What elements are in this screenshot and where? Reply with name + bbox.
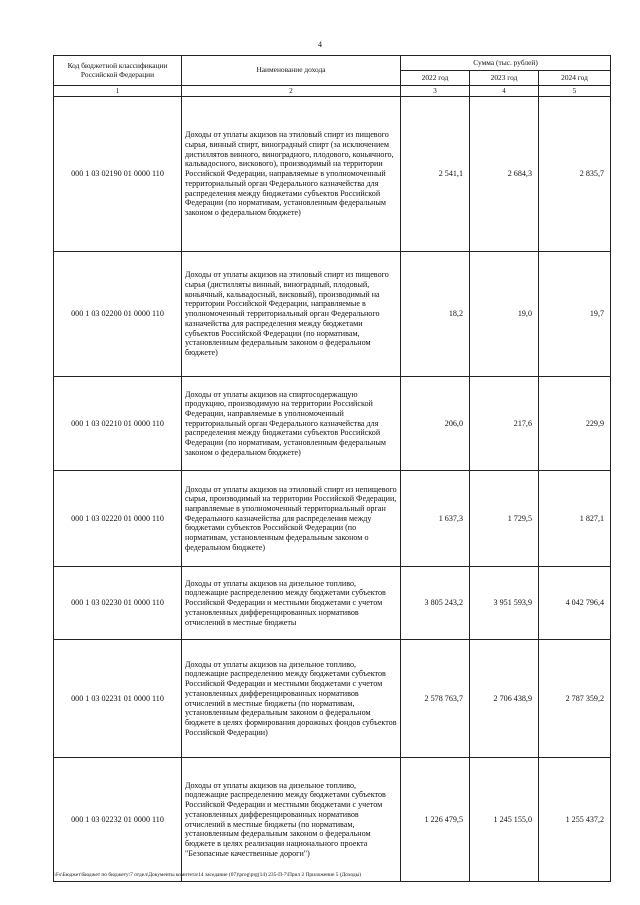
- revenue-name: Доходы от уплаты акцизов на дизельное топливо, подлежащие распределению между бюджетами субъектов Российской Федерации и местными бюджетами с учетом установленных дифференцированных нормативов отчислений в местные бюджеты (по нормативам, установленным федеральным законом о федеральном бюджете в целях реализации национального проекта "Безопасные качественные дороги"): [182, 758, 401, 882]
- value-2022: 2 578 763,7: [401, 640, 470, 758]
- value-2022: 2 541,1: [401, 97, 470, 252]
- value-2023: 1 245 155,0: [470, 758, 539, 882]
- budget-code: 000 1 03 02230 01 0000 110: [54, 567, 182, 640]
- header-year-2022: 2022 год: [401, 71, 470, 86]
- value-2022: 1 226 479,5: [401, 758, 470, 882]
- value-2023: 2 684,3: [470, 97, 539, 252]
- column-number: 3: [401, 86, 470, 97]
- value-2024: 2 787 359,2: [539, 640, 611, 758]
- revenue-name: Доходы от уплаты акцизов на спиртосодержащую продукцию, производимую на территории Российской Федерации, направляемые в уполномоченный территориальный орган Федерального казначейства для распределения между бюджетами субъектов Российской Федерации (по нормативам, установленным федеральным законом о федеральном бюджете): [182, 377, 401, 471]
- budget-code: 000 1 03 02220 01 0000 110: [54, 471, 182, 567]
- revenue-name: Доходы от уплаты акцизов на этиловый спирт из непищевого сырья, производимый на территории Российской Федерации, направляемые в уполномоченный территориальный орган Федерального казначейства для распределения между бюджетами субъектов Российской Федерации (по нормативам, установленным федеральным законом о федеральном бюджете): [182, 471, 401, 567]
- table-row: [54, 377, 611, 471]
- value-2022: 3 805 243,2: [401, 567, 470, 640]
- value-2024: 4 042 796,4: [539, 567, 611, 640]
- revenue-name: Доходы от уплаты акцизов на этиловый спирт из пищевого сырья (дистилляты винный, виноградный, плодовый, коньячный, кальвадосный, висковый), производимый на территории Российской Федерации, направляемые в уполномоченный территориальный орган Федерального казначейства для распределения между бюджетами субъектов Российской Федерации (по нормативам, установленным федеральным законом о федеральном бюджете): [182, 252, 401, 377]
- table-row: [54, 471, 611, 567]
- column-number: 1: [54, 86, 182, 97]
- value-2023: 2 706 438,9: [470, 640, 539, 758]
- table-row: [54, 758, 611, 882]
- value-2024: 2 835,7: [539, 97, 611, 252]
- value-2024: 1 827,1: [539, 471, 611, 567]
- table-row: [54, 640, 611, 758]
- value-2022: 18,2: [401, 252, 470, 377]
- table-row: [54, 252, 611, 377]
- budget-code: 000 1 03 02200 01 0000 110: [54, 252, 182, 377]
- column-number: 2: [182, 86, 401, 97]
- page-number: 4: [318, 40, 322, 49]
- revenue-name: Доходы от уплаты акцизов на дизельное топливо, подлежащие распределению между бюджетами субъектов Российской Федерации и местными бюджетами с учетом установленных дифференцированных нормативов отчислений в местные бюджеты: [182, 567, 401, 640]
- table-row: [54, 567, 611, 640]
- value-2023: 19,0: [470, 252, 539, 377]
- header-code: Код бюджетной классификации Российской Федерации: [54, 56, 182, 86]
- header-name: Наименование дохода: [182, 56, 401, 86]
- revenue-name: Доходы от уплаты акцизов на этиловый спирт из пищевого сырья, винный спирт, виноградный спирт (за исключением дистиллятов винного, виноградного, плодового, коньячного, кальвадосного, вискового), производимый на территории Российской Федерации, направляемые в уполномоченный территориальный орган Федерального казначейства для распределения между бюджетами субъектов Российской Федерации (по нормативам, установленным федеральным законом о федеральном бюджете): [182, 97, 401, 252]
- table-row: [54, 97, 611, 252]
- value-2024: 19,7: [539, 252, 611, 377]
- value-2024: 229,9: [539, 377, 611, 471]
- budget-code: 000 1 03 02232 01 0000 110: [54, 758, 182, 882]
- value-2022: 206,0: [401, 377, 470, 471]
- column-number-row: [54, 86, 611, 97]
- revenue-table: [53, 55, 611, 882]
- value-2023: 1 729,5: [470, 471, 539, 567]
- file-path-footer: \\Fs\Бюджет\Бюджет по бюджету\7 отдел\Документы комитета\14 заседание (07)\prog\prg(14) 235-П-7\Прил 2 Приложение 5 (Доходы): [53, 872, 362, 878]
- column-number: 5: [539, 86, 611, 97]
- budget-code: 000 1 03 02210 01 0000 110: [54, 377, 182, 471]
- value-2023: 217,6: [470, 377, 539, 471]
- budget-code: 000 1 03 02231 01 0000 110: [54, 640, 182, 758]
- revenue-name: Доходы от уплаты акцизов на дизельное топливо, подлежащие распределению между бюджетами субъектов Российской Федерации и местными бюджетами с учетом установленных дифференцированных нормативов отчислений в местные бюджеты (по нормативам, установленным федеральным законом о федеральном бюджете в целях формирования дорожных фондов субъектов Российской Федерации): [182, 640, 401, 758]
- header-sum: Сумма (тыс. рублей): [401, 56, 611, 71]
- value-2023: 3 951 593,9: [470, 567, 539, 640]
- budget-code: 000 1 03 02190 01 0000 110: [54, 97, 182, 252]
- header-year-2023: 2023 год: [470, 71, 539, 86]
- value-2024: 1 255 437,2: [539, 758, 611, 882]
- column-number: 4: [470, 86, 539, 97]
- value-2022: 1 637,3: [401, 471, 470, 567]
- header-year-2024: 2024 год: [539, 71, 611, 86]
